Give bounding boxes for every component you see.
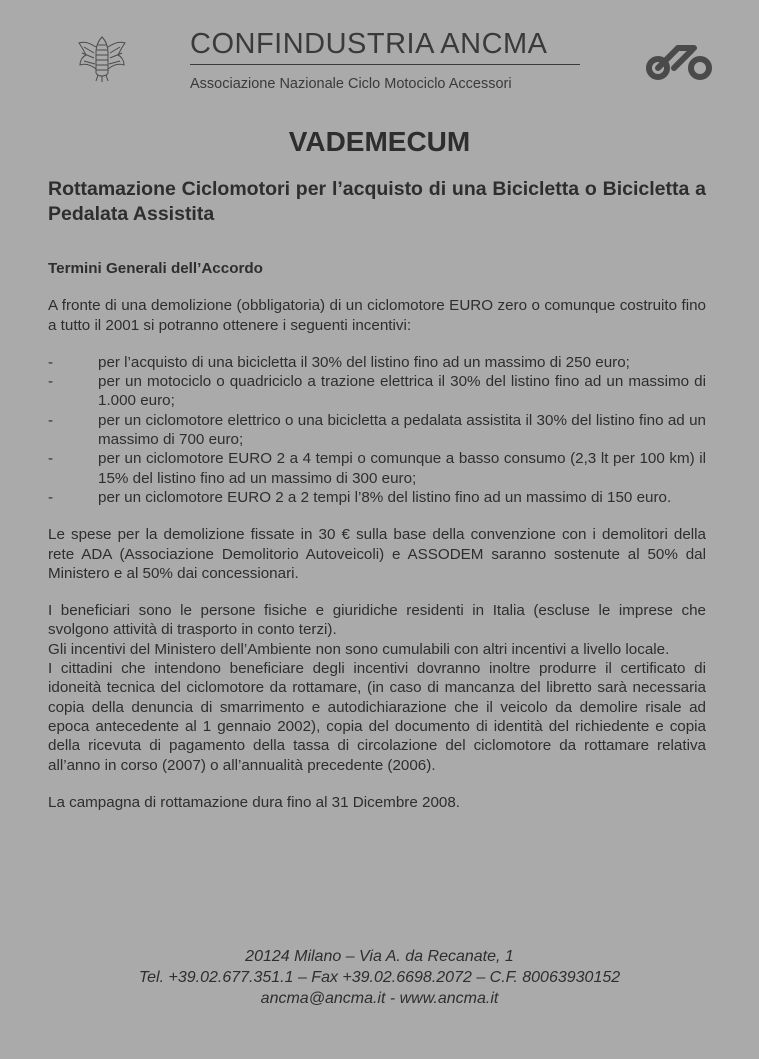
list-dash: - xyxy=(48,488,54,506)
document-subtitle: Rottamazione Ciclomotori per l’acquisto di una Bicicletta o Bicicletta a Pedalata Assistita xyxy=(48,178,706,225)
footer-address: 20124 Milano – Via A. da Recanate, 1 xyxy=(245,948,514,965)
list-item xyxy=(48,411,706,450)
demolition-costs-paragraph: Le spese per la demolizione fissate in 30 € sulla base della convenzione con i demolitori della rete ADA (Associazione Demolitorio Autoveicoli) e ASSODEM saranno sostenute al 50% dal Ministero e al 50% dai concessionari. xyxy=(48,526,706,582)
list-item xyxy=(48,449,706,488)
letterhead xyxy=(0,0,759,100)
document-body xyxy=(48,258,706,812)
beneficiaries-paragraph: I beneficiari sono le persone fisiche e giuridiche residenti in Italia (escluse le imprese che svolgono attività di trasporto in conto terzi). xyxy=(48,602,706,639)
footer-contacts: Tel. +39.02.677.351.1 – Fax +39.02.6698.2072 – C.F. 80063930152 xyxy=(138,969,621,986)
organization-subtitle: Associazione Nazionale Ciclo Motociclo Accessori xyxy=(190,76,512,92)
campaign-duration-paragraph: La campagna di rottamazione dura fino al 31 Dicembre 2008. xyxy=(48,793,460,811)
footer-web: ancma@ancma.it - www.ancma.it xyxy=(260,990,499,1007)
list-item xyxy=(48,353,706,372)
organization-name: CONFINDUSTRIA ANCMA xyxy=(190,28,548,60)
list-item xyxy=(48,372,706,411)
list-item xyxy=(48,488,706,507)
document-title: VADEMECUM xyxy=(288,126,471,157)
list-dash: - xyxy=(48,353,54,371)
list-dash: - xyxy=(48,450,54,468)
confindustria-eagle-icon xyxy=(76,33,128,83)
header-divider xyxy=(190,64,580,65)
list-item-text: per l’acquisto di una bicicletta il 30% del listino fino ad un massimo di 250 euro; xyxy=(98,353,630,371)
list-item-text: per un ciclomotore elettrico o una bicicletta a pedalata assistita il 30% del listino fino ad un massimo di 700 euro; xyxy=(98,411,706,449)
list-item-text: per un ciclomotore EURO 2 a 2 tempi l’8% del listino fino ad un massimo di 150 euro. xyxy=(98,488,672,506)
cumulability-paragraph: Gli incentivi del Ministero dell’Ambiente non sono cumulabili con altri incentivi a livello locale. xyxy=(48,640,670,658)
documents-paragraph: I cittadini che intendono beneficiare degli incentivi dovranno inoltre produrre il certificato di idoneità tecnica del ciclomotore da rottamare, (in caso di mancanza del libretto sarà necessaria copia della denuncia di smarrimento e autodichiarazione che il veicolo da demolire risale ad epoca antecedente al 1 gennaio 2002), copia del documento di identità del richiedente e copia della ricevuta di pagamento della tassa di circolazione del ciclomotore da rottamare relativa all’anno in corso (2007) o all’annualità precedente (2006). xyxy=(48,660,706,774)
list-dash: - xyxy=(48,411,54,429)
incentives-list xyxy=(48,353,706,507)
section-heading: Termini Generali dell’Accordo xyxy=(48,260,263,277)
intro-paragraph: A fronte di una demolizione (obbligatoria) di un ciclomotore EURO zero o comunque costruito fino a tutto il 2001 si potranno ottenere i seguenti incentivi: xyxy=(48,297,706,334)
footer xyxy=(0,946,759,1009)
ancma-motorcycle-icon xyxy=(644,40,716,82)
list-item-text: per un ciclomotore EURO 2 a 4 tempi o comunque a basso consumo (2,3 lt per 100 km) il 15% del listino fino ad un massimo di 300 euro; xyxy=(98,450,706,487)
list-item-text: per un motociclo o quadriciclo a trazione elettrica il 30% del listino fino ad un massimo di 1.000 euro; xyxy=(98,373,706,410)
list-dash: - xyxy=(48,373,54,391)
